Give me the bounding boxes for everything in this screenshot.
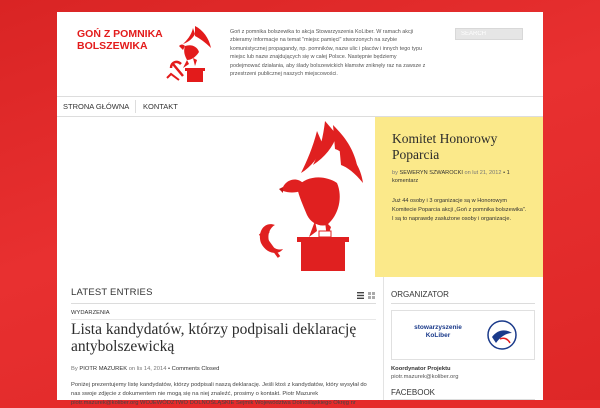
featured-on-label: on: [464, 170, 471, 176]
featured-excerpt: Już 44 osoby i 3 organizacje są w Honorowym Komitecie Poparcia akcji „Goń z pomnika bolszewika". I są to naprawdę zasłużone osoby i organizacje.: [392, 197, 527, 222]
main-navigation: [57, 96, 543, 117]
post-author-link[interactable]: PIOTR MAZUREK: [79, 366, 128, 372]
featured-comments-link[interactable]: • 1 komentarz: [392, 170, 510, 185]
post-excerpt: Poniżej prezentujemy listę kandydatów, którzy podpisali naszą deklarację. Jeśli ktoś z kandydatów, który wysyłał do nas swoje zdjęcie z dokumentem nie mogą się na niej znaleźć, prosimy o kontakt. Piotr Mazurek piotr.mazurek@koliber.org WOJEWÓDZTWO DOLNOŚLĄSKIE Sejmik Województwa Dolnośląskiego Okręg nr: [71, 382, 367, 406]
post-meta: [71, 366, 219, 372]
list-view-icon[interactable]: [357, 292, 364, 299]
site-logo-text[interactable]: [77, 28, 177, 52]
sidebar-divider: [383, 277, 384, 400]
divider: [71, 303, 376, 304]
divider: [391, 399, 535, 400]
post-by-label: By: [71, 366, 78, 372]
facebook-heading: FACEBOOK: [391, 388, 436, 397]
latest-entries-heading: LATEST ENTRIES: [71, 287, 153, 298]
featured-post: [375, 117, 543, 277]
featured-author-link[interactable]: SEWERYN SZWAROCKI: [399, 170, 463, 176]
nav-item-home[interactable]: STRONA GŁÓWNA: [63, 102, 130, 111]
post-category-link[interactable]: WYDARZENIA: [71, 310, 110, 316]
organizer-logo-line-2: KoLiber: [425, 331, 451, 339]
koliber-bird-icon: [486, 319, 518, 351]
post-date: lis 14, 2014: [136, 366, 167, 372]
divider: [391, 303, 535, 304]
organizer-logo[interactable]: [391, 310, 535, 360]
nav-item-contact[interactable]: KONTAKT: [143, 102, 178, 111]
organizer-logo-text: [402, 324, 474, 339]
hero-eagle-image[interactable]: [57, 117, 375, 277]
coordinator-email-link[interactable]: piotr.mazurek@koliber.org: [391, 374, 459, 380]
coordinator-label: Koordynator Projektu: [391, 366, 451, 372]
featured-meta: [392, 169, 527, 186]
logo-line-1: GOŃ Z POMNIKA: [77, 28, 163, 40]
nav-separator: [135, 100, 136, 113]
featured-title[interactable]: Komitet Honorowy Poparcia: [392, 131, 498, 162]
site-description: Goń z pomnika bolszewika to akcja Stowarzyszenia KoLiber. W ramach akcji zbieramy informacje na temat "miejsc pamięci" stworzonych na szybie komunistycznej propagandy, np. pomników, nazw ulic i placów i innych tego typu miejsc lub nazw znajdujących się w całej Polsce. Następnie będziemy podejmować działania, aby ślady bolszewickich kłamstw zniknęły raz na zawsze z przestrzeni publicznej naszych miejscowości.: [230, 29, 426, 78]
search-input[interactable]: [455, 28, 523, 40]
eagle-logo-icon[interactable]: [165, 24, 215, 86]
grid-view-icon[interactable]: [368, 292, 375, 299]
post-on-label: on: [128, 366, 136, 372]
organizer-logo-line-1: stowarzyszenie: [414, 324, 462, 331]
divider: [71, 319, 376, 320]
organizer-heading: ORGANIZATOR: [391, 290, 449, 299]
post-title-link[interactable]: Lista kandydatów, którzy podpisali deklarację antybolszewicką: [71, 321, 357, 355]
featured-date: lut 21, 2012: [472, 170, 502, 176]
page-container: [57, 12, 543, 406]
post-comments-status: • Comments Closed: [168, 366, 220, 372]
logo-line-2: BOLSZEWIKA: [77, 40, 148, 52]
featured-by-label: by: [392, 170, 398, 176]
